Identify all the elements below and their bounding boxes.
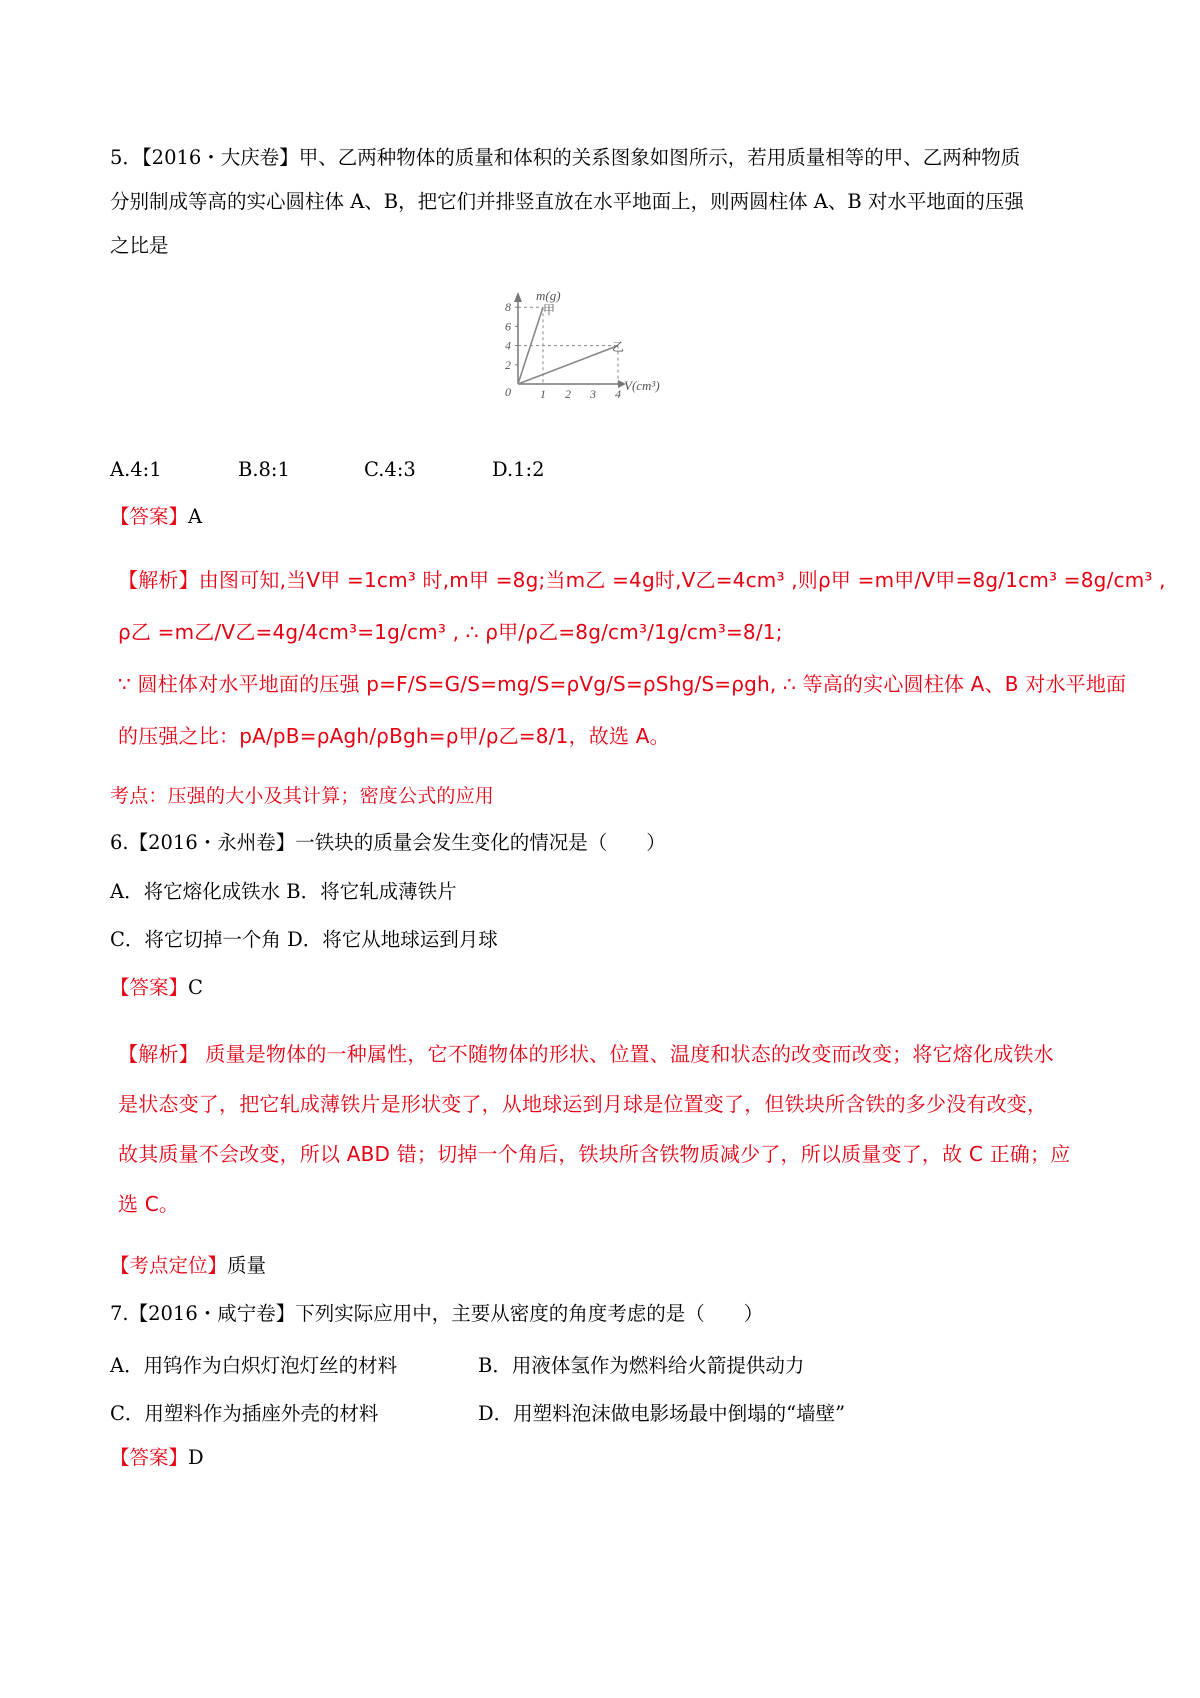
- q5-answer: [110, 505, 202, 529]
- q6-explain-line1: 【解析】 质量是物体的一种属性，它不随物体的形状、位置、温度和状态的改变而改变；将它熔化成铁水: [118, 1042, 1054, 1066]
- x-tick-labels: [540, 387, 621, 401]
- y-axis-arrow: [514, 292, 522, 302]
- x-tick-3: 3: [590, 387, 596, 401]
- q6-explain-line3: 故其质量不会改变，所以 ABD 错；切掉一个角后，铁块所含铁物质减少了，所以质量变了，故 C 正确；应: [118, 1142, 1071, 1166]
- answer-tag: 【答案】: [110, 976, 189, 999]
- q6-answer: [110, 976, 203, 1000]
- q5-explain-line2: ρ乙 =m乙/V乙=4g/4cm³=1g/cm³ , ∴ ρ甲/ρ乙=8g/cm³/1g/cm³=8/1;: [118, 620, 783, 644]
- q6-explain-line2: 是状态变了，把它轧成薄铁片是形状变了，从地球运到月球是位置变了，但铁块所含铁的多少没有改变，: [118, 1092, 1048, 1116]
- q5-stem-line2: 分别制成等高的实心圆柱体 A、B，把它们并排竖直放在水平地面上，则两圆柱体 A、B 对水平地面的压强: [110, 190, 1024, 213]
- q5-stem-line3: 之比是: [110, 234, 169, 257]
- x-tick-1: 1: [540, 387, 546, 401]
- series-label-yi: 乙: [612, 340, 625, 354]
- q7-stem: 7.【2016・咸宁卷】下列实际应用中，主要从密度的角度考虑的是（ ）: [110, 1302, 764, 1325]
- kaodian-value: 质量: [227, 1254, 267, 1277]
- series-label-jia: 甲: [543, 303, 556, 317]
- q6-stem: 6.【2016・永州卷】一铁块的质量会发生变化的情况是（ ）: [110, 831, 666, 854]
- q5-stem-line1: 5．【2016・大庆卷】甲、乙两种物体的质量和体积的关系图象如图所示，若用质量相等的甲、乙两种物质: [110, 146, 1021, 169]
- y-tick-6: 6: [505, 319, 511, 334]
- y-tick-4: 4: [505, 338, 511, 353]
- kaodian-tag: 【考点定位】: [110, 1254, 228, 1277]
- y-axis-label: m(g): [536, 288, 561, 303]
- q6-kaodian: [110, 1254, 266, 1278]
- q7-option-c: C．用塑料作为插座外壳的材料: [110, 1402, 379, 1425]
- x-tick-4: 4: [615, 387, 621, 401]
- x-axis-label: V(cm³): [624, 378, 660, 393]
- answer-value: C: [188, 976, 203, 999]
- q5-explain-line1: 【解析】由图可知,当V甲 =1cm³ 时,m甲 =8g;当m乙 =4g时,V乙=4cm³ ,则ρ甲 =m甲/V甲=8g/1cm³ =8g/cm³ ,: [118, 568, 1166, 592]
- answer-tag: 【答案】: [110, 1446, 189, 1469]
- q6-explain-line4: 选 C。: [118, 1192, 180, 1216]
- y-tick-8: 8: [505, 300, 511, 315]
- x-tick-2: 2: [565, 387, 571, 401]
- origin-label: 0: [505, 385, 511, 399]
- series-line-1: [518, 346, 618, 384]
- answer-value: A: [188, 505, 203, 528]
- q7-option-d: D．用塑料泡沫做电影场最中倒塌的“墙壁”: [478, 1402, 846, 1425]
- q5-explain-line3: ∵ 圆柱体对水平地面的压强 p=F/S=G/S=mg/S=ρVg/S=ρShg/S=ρgh, ∴ 等高的实心圆柱体 A、B 对水平地面: [118, 672, 1127, 696]
- mass-volume-graph: [505, 288, 668, 402]
- answer-tag: 【答案】: [110, 505, 189, 528]
- q5-explain-line4: 的压强之比：pA/pB=ρAgh/ρBgh=ρ甲/ρ乙=8/1，故选 A。: [118, 724, 670, 748]
- q5-option-b: B.8:1: [238, 458, 290, 481]
- q5-option-a: A.4:1: [110, 458, 162, 481]
- q5-option-d: D.1:2: [492, 458, 545, 481]
- q7-option-a: A．用钨作为白炽灯泡灯丝的材料: [110, 1354, 398, 1377]
- answer-value: D: [188, 1446, 204, 1469]
- q6-options-ab: A．将它熔化成铁水 B．将它轧成薄铁片: [110, 880, 457, 903]
- dashed-guides: [518, 307, 618, 384]
- series-line-0: [518, 307, 543, 384]
- q5-option-c: C.4:3: [364, 458, 416, 481]
- y-tick-2: 2: [505, 357, 511, 372]
- y-tick-labels: [505, 300, 518, 372]
- q5-kaodian: 考点：压强的大小及其计算；密度公式的应用: [110, 785, 495, 807]
- q6-options-cd: C．将它切掉一个角 D．将它从地球运到月球: [110, 928, 498, 951]
- q7-answer: [110, 1446, 204, 1470]
- q7-option-b: B．用液体氢作为燃料给火箭提供动力: [478, 1354, 805, 1377]
